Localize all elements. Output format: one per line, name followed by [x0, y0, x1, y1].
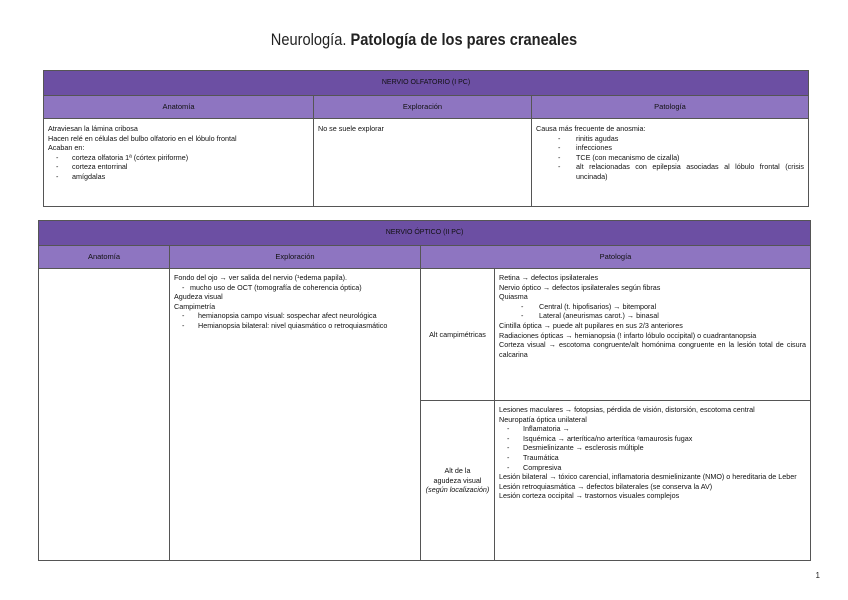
- optico-oct-list: [174, 283, 416, 293]
- optico-exploracion-line: Campimetría: [174, 301, 216, 311]
- list-item: - corteza olfatoria 1ª (córtex piriforme): [48, 153, 309, 163]
- olfatorio-header: NERVIO OLFATORIO (I PC): [44, 71, 809, 96]
- agudeza-line: Lesiones maculares → fotopsias, pérdida de visión, distorsión, escotoma central: [499, 405, 755, 414]
- campimetricas-line: Quiasma: [499, 292, 528, 302]
- list-item: - alt relacionadas con epilepsia asociadas al lóbulo frontal (crisis uncinada): [536, 162, 804, 181]
- list-item: - hemianopsia campo visual: sospechar afect neurológica: [174, 311, 416, 321]
- agudeza-label-italic: (según localización): [425, 485, 490, 495]
- list-item: - amígdalas: [48, 172, 309, 182]
- page-title: [59, 30, 788, 50]
- olfatorio-anatomia-cell: [44, 119, 314, 207]
- agudeza-label-line: agudeza visual: [433, 475, 482, 485]
- agudeza-line: Lesión corteza occipital → trastornos visuales complejos: [499, 491, 680, 501]
- olfatorio-patologia-list: [536, 134, 804, 182]
- olfatorio-anatomia-list: [48, 153, 309, 182]
- optico-exploracion-line: Fondo del ojo → ver salida del nervio (¹edema papila).: [174, 273, 347, 282]
- campimetricas-line: Radiaciones ópticas → hemianopsia (! infarto lóbulo occipital) o cuadrantanopsia: [499, 330, 757, 340]
- optico-col-anatomia: Anatomía: [39, 246, 170, 269]
- olfatorio-anatomia-line: Hacen relé en células del bulbo olfatorio en el lóbulo frontal: [48, 133, 237, 143]
- page-number: 1: [815, 571, 820, 580]
- page-title-prefix: Neurología.: [270, 30, 347, 49]
- quiasma-list: [499, 302, 806, 321]
- list-item: - mucho uso de OCT (tomografía de coherencia óptica): [174, 283, 416, 293]
- optico-agudeza-cell: [495, 401, 811, 561]
- optico-col-exploracion: Exploración: [170, 246, 421, 269]
- list-item: - rinitis agudas: [536, 134, 804, 144]
- list-item: - infecciones: [536, 143, 804, 153]
- agudeza-line: Lesión retroquiasmática → defectos bilaterales (se conserva la AV): [499, 481, 713, 491]
- optico-campimetricas-cell: [495, 269, 811, 401]
- campimetricas-line: Nervio óptico → defectos ipsilaterales según fibras: [499, 282, 661, 292]
- optico-table: [38, 220, 811, 561]
- olfatorio-col-anatomia: Anatomía: [44, 96, 314, 119]
- olfatorio-patologia-cell: [532, 119, 809, 207]
- list-item: - TCE (con mecanismo de cizalla): [536, 153, 804, 163]
- olfatorio-exploracion-cell: No se suele explorar: [314, 119, 532, 207]
- list-item: - Desmielinizante → esclerosis múltiple: [499, 443, 806, 453]
- optico-header: NERVIO ÓPTICO (II PC): [39, 221, 811, 246]
- page-title-main: Patología de los pares craneales: [350, 30, 578, 49]
- optico-anatomia-cell: [39, 269, 170, 561]
- list-item: - Traumática: [499, 453, 806, 463]
- list-item: - Inflamatoria →: [499, 424, 806, 434]
- neuropatia-list: [499, 424, 806, 472]
- olfatorio-col-exploracion: Exploración: [314, 96, 532, 119]
- optico-agudeza-label: [421, 401, 495, 561]
- optico-exploracion-cell: [170, 269, 421, 561]
- olfatorio-anatomia-line: Atraviesan la lámina cribosa: [48, 124, 138, 133]
- optico-exploracion-line: Agudeza visual: [174, 292, 223, 302]
- list-item: - Compresiva: [499, 463, 806, 473]
- olfatorio-col-patologia: Patología: [532, 96, 809, 119]
- olfatorio-table: [43, 70, 809, 207]
- list-item: - Isquémica → arterítica/no arterítica ᵒamaurosis fugax: [499, 434, 806, 444]
- optico-col-patologia: Patología: [421, 246, 811, 269]
- optico-exploracion-list: [174, 311, 416, 330]
- agudeza-line: Neuropatía óptica unilateral: [499, 414, 587, 424]
- list-item: - corteza entorrinal: [48, 162, 309, 172]
- olfatorio-patologia-intro: Causa más frecuente de anosmia:: [536, 124, 646, 133]
- olfatorio-anatomia-line: Acaban en:: [48, 143, 85, 153]
- optico-campimetricas-label: Alt campimétricas: [421, 269, 495, 401]
- campimetricas-line: Corteza visual → escotoma congruente/alt homónima congruente en la lesión total de cisura calcarina: [499, 340, 807, 359]
- list-item: - Hemianopsia bilateral: nivel quiasmático o retroquiasmático: [174, 321, 416, 331]
- campimetricas-line: Retina → defectos ipsilaterales: [499, 273, 599, 282]
- list-item: - Central (t. hipofisarios) → bitemporal: [499, 302, 806, 312]
- agudeza-label-line: Alt de la: [444, 466, 471, 476]
- agudeza-line: Lesión bilateral → tóxico carencial, inflamatoria desmielinizante (NMO) o hereditaria de Leber: [499, 472, 797, 482]
- campimetricas-line: Cintilla óptica → puede alt pupilares en sus 2/3 anteriores: [499, 320, 683, 330]
- list-item: - Lateral (aneurismas carot.) → binasal: [499, 311, 806, 321]
